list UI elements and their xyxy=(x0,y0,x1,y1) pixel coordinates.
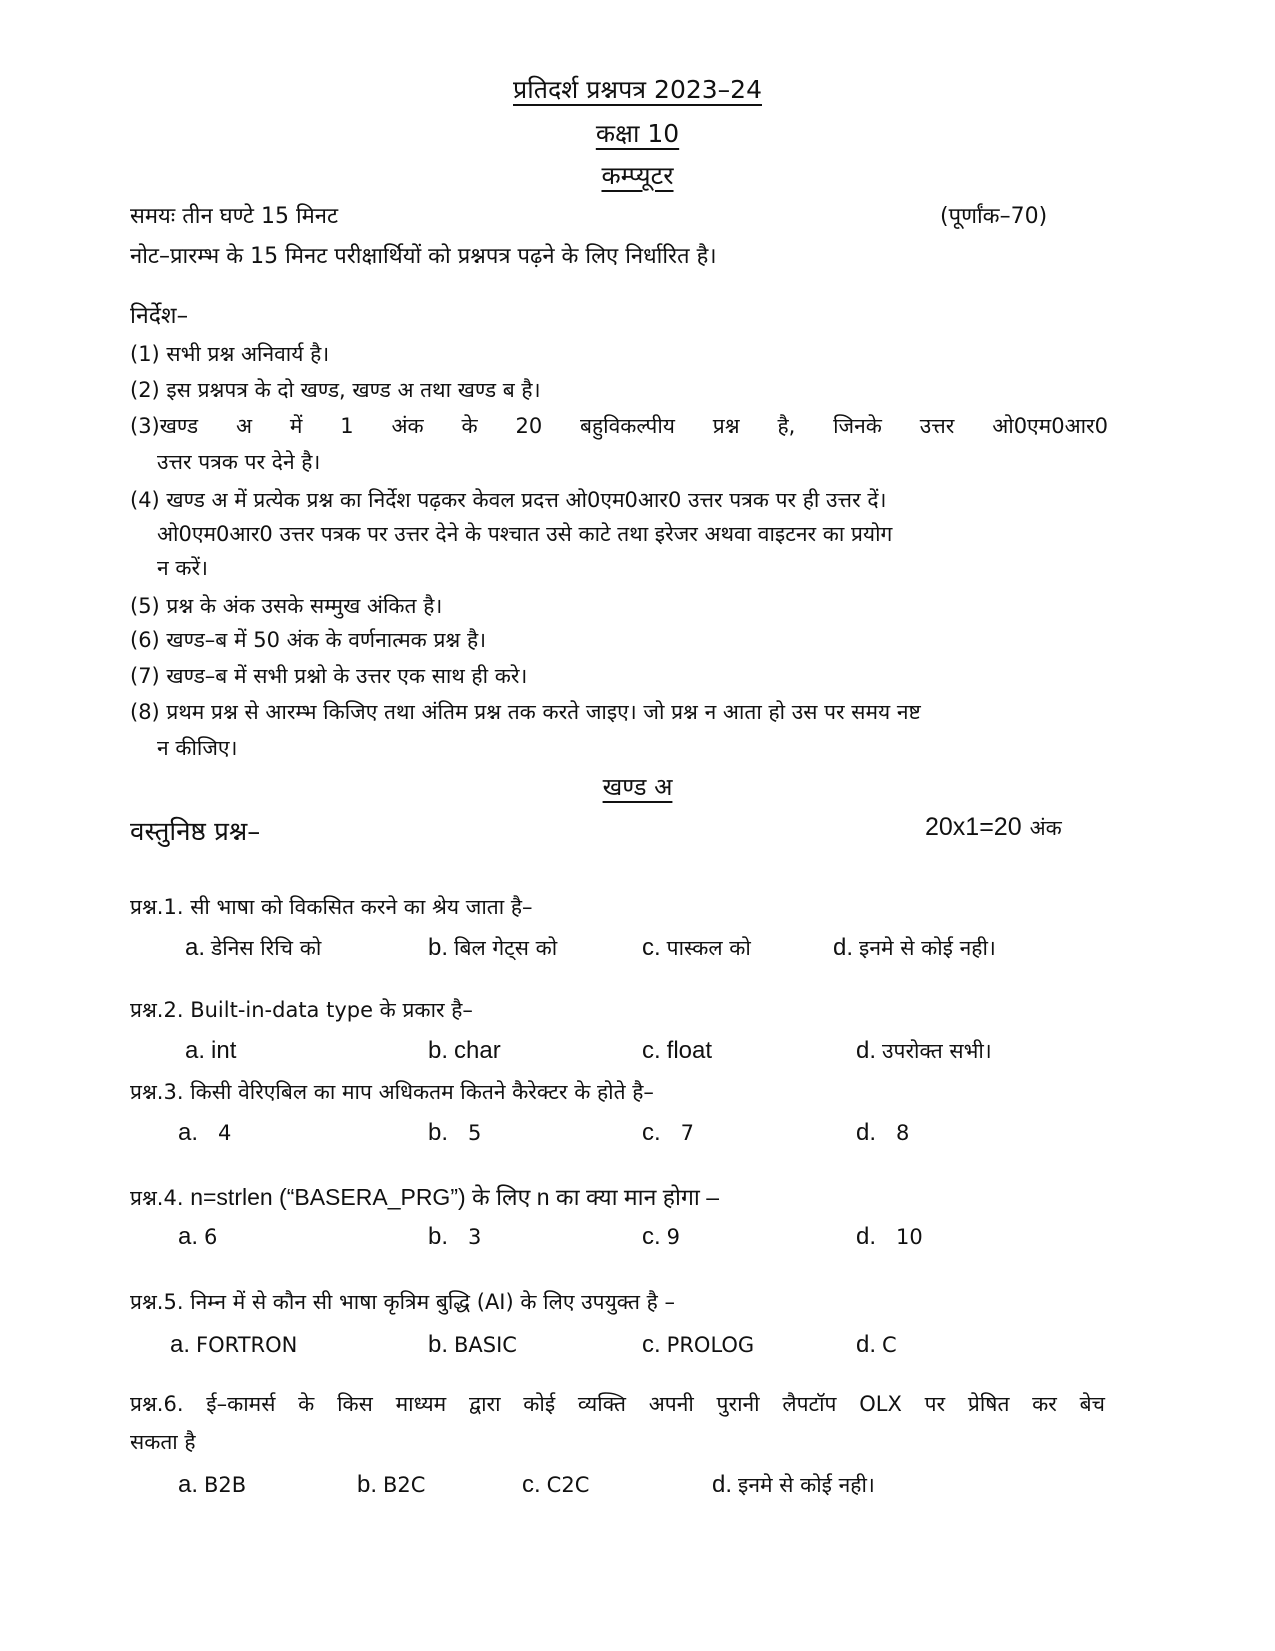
option-key: a. xyxy=(178,1471,199,1498)
objective-questions-heading: वस्तुनिष्ठ प्रश्न– xyxy=(130,817,261,847)
option-key: a. xyxy=(185,934,206,961)
section-marks xyxy=(925,812,1062,842)
option-b xyxy=(428,1222,481,1251)
option-value: 6 xyxy=(204,1225,218,1249)
question-text: किसी वेरिएबिल का माप अधिकतम कितने कैरेक्टर के होते है– xyxy=(190,1080,654,1104)
option-value: 4 xyxy=(218,1121,232,1145)
instruction-item: (6) खण्ड–ब में 50 अंक के वर्णनात्मक प्रश्न है। xyxy=(130,628,487,652)
section-a-heading xyxy=(0,770,1275,803)
time-label: समयः तीन घण्टे 15 मिनट xyxy=(130,204,339,229)
instruction-item: (1) सभी प्रश्न अनिवार्य है। xyxy=(130,342,330,366)
instruction-item-cont: न करें। xyxy=(157,556,209,580)
option-key: a. xyxy=(170,1331,191,1358)
option-a xyxy=(170,1330,297,1359)
class-heading-text: कक्षा 10 xyxy=(595,119,680,148)
option-value: C xyxy=(882,1333,897,1357)
question-1 xyxy=(130,893,533,921)
section-marks-unit: अंक xyxy=(1029,816,1062,840)
option-value: 8 xyxy=(896,1121,910,1145)
option-value: FORTRON xyxy=(196,1333,298,1357)
option-key: c. xyxy=(642,934,661,961)
full-marks-label: (पूर्णांक–70) xyxy=(940,204,1048,229)
option-c xyxy=(642,1118,694,1147)
option-value: B2C xyxy=(383,1473,426,1497)
paper-title xyxy=(0,72,1275,106)
option-d xyxy=(712,1470,875,1499)
option-value: पास्कल को xyxy=(666,936,751,960)
option-key: c. xyxy=(642,1119,661,1146)
option-key: c. xyxy=(642,1037,661,1064)
option-key: d. xyxy=(856,1331,877,1358)
option-value: char xyxy=(454,1037,501,1064)
instruction-item: (3)खण्ड अ में 1 अंक के 20 बहुविकल्पीय प्रश्न है, जिनके उत्तर ओ0एम0आर0 xyxy=(130,414,1108,438)
instruction-item: (5) प्रश्न के अंक उसके सम्मुख अंकित है। xyxy=(130,594,443,618)
question-text: Built-in-data type के प्रकार है– xyxy=(190,998,473,1022)
option-key: c. xyxy=(642,1331,661,1358)
question-6-cont: सकता है xyxy=(130,1430,196,1454)
option-key: b. xyxy=(357,1471,378,1498)
instruction-item-cont: ओ0एम0आर0 उत्तर पत्रक पर उत्तर देने के पश्चात उसे काटे तथा इरेजर अथवा वाइटनर का प्रयोग xyxy=(157,522,893,546)
option-key: b. xyxy=(428,1119,449,1146)
question-3 xyxy=(130,1078,654,1106)
option-value: 3 xyxy=(468,1225,482,1249)
option-value: C2C xyxy=(546,1473,590,1497)
option-c xyxy=(642,933,751,962)
option-key: d. xyxy=(856,1119,877,1146)
option-value: 9 xyxy=(666,1225,681,1249)
instruction-item: (2) इस प्रश्नपत्र के दो खण्ड, खण्ड अ तथा खण्ड ब है। xyxy=(130,378,541,402)
subject-heading-text: कम्प्यूटर xyxy=(601,161,674,190)
option-a xyxy=(178,1222,217,1251)
option-value: इनमे से कोई नही। xyxy=(738,1473,875,1497)
option-value: उपरोक्त सभी। xyxy=(882,1039,992,1063)
option-key: b. xyxy=(428,1331,449,1358)
option-c xyxy=(642,1036,712,1065)
option-key: d. xyxy=(856,1223,877,1250)
option-a xyxy=(178,1118,231,1147)
subject-heading xyxy=(0,158,1275,192)
option-value: बिल गेट्स को xyxy=(454,936,558,960)
instruction-item: (8) प्रथम प्रश्न से आरम्भ किजिए तथा अंतिम प्रश्न तक करते जाइए। जो प्रश्न न आता हो उस पर समय नष्ट xyxy=(130,700,921,724)
option-value: 5 xyxy=(468,1121,482,1145)
option-d xyxy=(833,933,996,962)
option-key: c. xyxy=(522,1471,541,1498)
question-label: प्रश्न.1. xyxy=(130,895,184,919)
question-text: सी भाषा को विकसित करने का श्रेय जाता है– xyxy=(190,895,533,919)
instruction-item: (4) खण्ड अ में प्रत्येक प्रश्न का निर्देश पढ़कर केवल प्रदत्त ओ0एम0आर0 उत्तर पत्रक पर ही उत्तर दें। xyxy=(130,488,887,512)
question-label: प्रश्न.6. xyxy=(130,1392,184,1416)
option-a xyxy=(178,1470,246,1499)
option-c xyxy=(642,1222,680,1251)
question-6 xyxy=(130,1390,1105,1418)
option-b xyxy=(428,933,557,962)
instruction-item-cont: न कीजिए। xyxy=(157,736,238,760)
option-value: डेनिस रिचि को xyxy=(211,936,322,960)
option-d xyxy=(856,1330,897,1359)
question-4 xyxy=(130,1180,719,1212)
option-value: 10 xyxy=(896,1225,923,1249)
option-value: 7 xyxy=(680,1121,695,1145)
option-a xyxy=(185,933,321,962)
option-value: int xyxy=(211,1037,237,1064)
option-c xyxy=(642,1330,754,1359)
option-b xyxy=(357,1470,425,1499)
section-a-heading-text: खण्ड अ xyxy=(602,773,673,801)
option-key: d. xyxy=(712,1471,733,1498)
option-value: PROLOG xyxy=(666,1333,755,1357)
option-key: a. xyxy=(178,1223,199,1250)
question-label: प्रश्न.4. xyxy=(130,1186,184,1210)
option-value: float xyxy=(666,1037,713,1064)
note-text: नोट–प्रारम्भ के 15 मिनट परीक्षार्थियों को प्रश्नपत्र पढ़ने के लिए निर्धारित है। xyxy=(130,244,717,269)
option-key: d. xyxy=(833,934,854,961)
instruction-item-cont: उत्तर पत्रक पर देने है। xyxy=(157,450,321,474)
question-2 xyxy=(130,996,473,1024)
question-label: प्रश्न.3. xyxy=(130,1080,184,1104)
option-b xyxy=(428,1036,501,1065)
option-key: b. xyxy=(428,1037,449,1064)
option-c xyxy=(522,1470,589,1499)
option-value: B2B xyxy=(204,1473,247,1497)
option-d xyxy=(856,1036,992,1065)
option-key: a. xyxy=(178,1119,199,1146)
option-d xyxy=(856,1222,923,1251)
option-key: c. xyxy=(642,1223,661,1250)
question-label: प्रश्न.2. xyxy=(130,998,184,1022)
option-d xyxy=(856,1118,909,1147)
option-value: इनमे से कोई नही। xyxy=(859,936,996,960)
option-key: a. xyxy=(185,1037,206,1064)
class-heading xyxy=(0,116,1275,150)
question-text: निम्न में से कौन सी भाषा कृत्रिम बुद्धि (AI) के लिए उपयुक्त है – xyxy=(190,1290,675,1314)
question-text: n=strlen (“BASERA_PRG”) के लिए n का क्या मान होगा – xyxy=(190,1184,720,1210)
option-value: BASIC xyxy=(454,1333,517,1357)
option-b xyxy=(428,1330,517,1359)
question-5 xyxy=(130,1288,675,1316)
option-key: b. xyxy=(428,934,449,961)
question-label: प्रश्न.5. xyxy=(130,1290,184,1314)
paper-title-text: प्रतिदर्श प्रश्नपत्र 2023–24 xyxy=(513,75,762,104)
section-marks-value: 20x1=20 xyxy=(925,813,1022,841)
instruction-item: (7) खण्ड–ब में सभी प्रश्नो के उत्तर एक साथ ही करे। xyxy=(130,664,528,688)
question-text: ई–कामर्स के किस माध्यम द्वारा कोई व्यक्ति अपनी पुरानी लैपटॉप OLX पर प्रेषित कर बेच xyxy=(206,1392,1105,1416)
option-b xyxy=(428,1118,481,1147)
option-a xyxy=(185,1036,236,1065)
instructions-heading: निर्देश– xyxy=(130,303,189,329)
option-key: b. xyxy=(428,1223,449,1250)
option-key: d. xyxy=(856,1037,877,1064)
